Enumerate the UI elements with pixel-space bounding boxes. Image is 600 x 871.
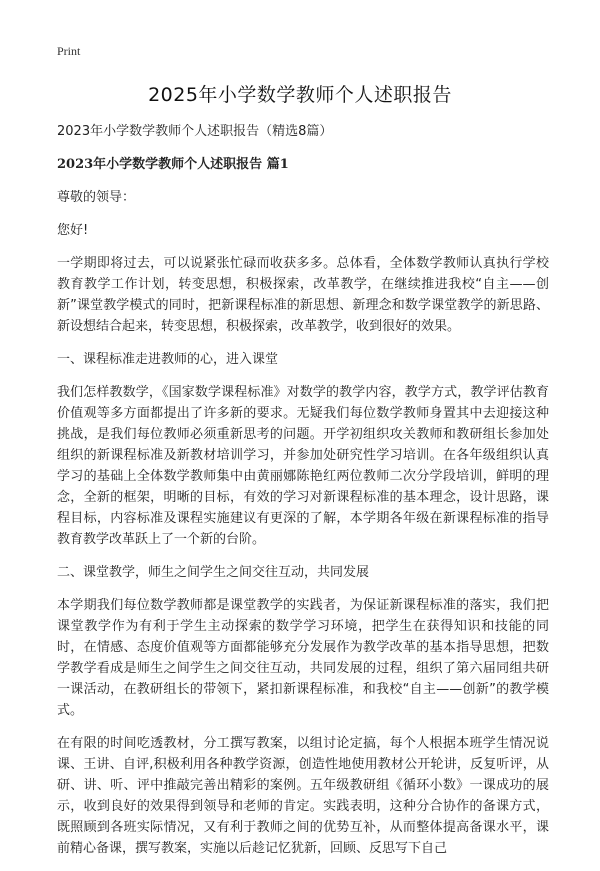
document-title: 2025年小学数学教师个人述职报告 — [148, 84, 452, 106]
greeting: 您好! — [57, 223, 89, 238]
paragraph-curriculum: 我们怎样教数学，《国家数学课程标准》对数学的教学内容，教学方式，教学评估教育价值观等多方面都提出了许多新的要求。无疑我们每位数学教师身置其中去迎接这种挑战，是我们每位教师必须重新思考的问题。开学初组织攻关教师和教研组长参加处组织的新课程标准及新教材培训学习，并参加处研究性学习培训。在各年级组织认真学习的基础上全体数学教师集中由黄丽娜陈艳红两位教师二次分学段培训，鲜明的理念，全新的框架，明晰的目标，有效的学习对新课程标准的基本理念，设计思路，课程目标，内容标准及课程实施建议有更深的了解，本学期各年级在新课程标准的指导教育教学改革跃上了一个新的台阶。 — [57, 385, 549, 547]
subheading-two: 二、课堂教学，师生之间学生之间交往互动，共同发展 — [57, 565, 370, 580]
section-heading: 2023年小学数学教师个人述职报告 篇1 — [57, 157, 289, 172]
salutation: 尊敬的领导： — [57, 190, 136, 205]
paragraph-classroom: 本学期我们每位数学教师都是课堂教学的实践者，为保证新课程标准的落实，我们把课堂教学作为有利于学生主动探索的数学学习环境，把学生在获得知识和技能的同时，在情感、态度价值观等方面都能够充分发展作为教学改革的基本指导思想，把数学教学看成是师生之间学生之间交往互动，共同发展的过程，组织了第六届同组共研一课活动，在教研组长的带领下，紧扣新课程标准，和我校“自主——创新”的教学模式。 — [57, 598, 549, 718]
paragraph-intro: 一学期即将过去，可以说紧张忙碌而收获多多。总体看，全体数学教师认真执行学校教育教学工作计划，转变思想，积极探索，改革教学，在继续推进我校“自主——创新”课堂教学模式的同时，把新课程标准的新思想、新理念和数学课堂教学的新思路、新设想结合起来，转变思想，积极探索，改革教学，收到很好的效果。 — [57, 256, 549, 334]
document-subtitle: 2023年小学数学教师个人述职报告（精选8篇） — [57, 124, 333, 139]
paragraph-lesson-prep: 在有限的时间吃透教材，分工撰写教案，以组讨论定搞，每个人根据本班学生情况说课、王讲、自评,积极利用各种教学资源，创造性地使用教材公开轮讲，反复听评，从研、讲、听、评中推敲完善出精彩的案例。五年级教研组《循环小数》一课成功的展示，收到良好的效果得到领导和老师的肯定。实践表明，这种分合协作的备课方式，既照顾到各班实际情况，又有利于教师之间的优势互补，从而整体提高备课水平，课前精心备课，撰写教案，实施以后趁记忆犹新，回顾、反思写下自己 — [57, 736, 549, 856]
document-body — [57, 121, 549, 871]
print-link[interactable]: Print — [57, 44, 81, 58]
subheading-one: 一、课程标准走进教师的心，进入课堂 — [57, 352, 279, 367]
